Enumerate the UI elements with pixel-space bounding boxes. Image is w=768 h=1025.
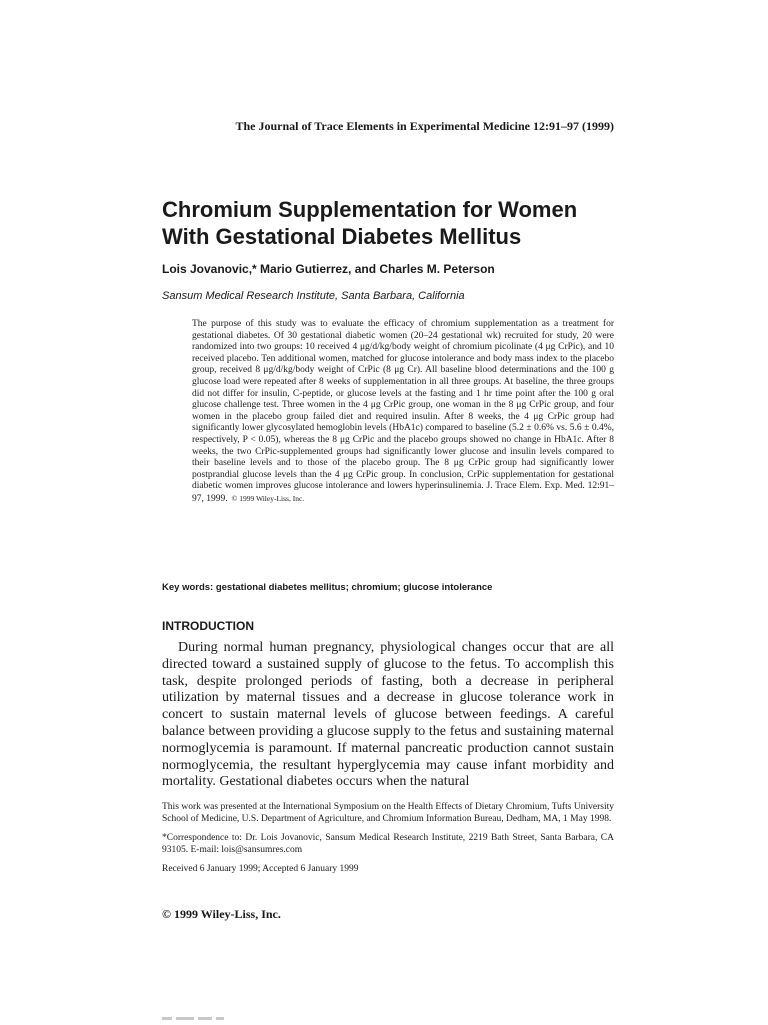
abstract-copyright-note: © 1999 Wiley-Liss, Inc. <box>231 493 305 503</box>
abstract <box>192 319 614 506</box>
copyright-notice: © 1999 Wiley-Liss, Inc. <box>162 907 281 921</box>
footnotes <box>162 801 614 875</box>
abstract-text: The purpose of this study was to evaluate the efficacy of chromium supplementation as a treatment for gestational diabetes. Of 30 gestational diabetic women (20–24 gestational wk) recruited for study, 20 were randomized into two groups: 10 received 4 μg/d/kg/body weight of chromium picolinate (4 μg CrPic), and 10 received placebo. Ten additional women, matched for glucose intolerance and body mass index to the placebo group, received 8 μg/d/kg/body weight of CrPic (8 μg Cr). All baseline blood determinations and the 100 g glucose load were repeated after 8 weeks of supplementation in all three groups. At baseline, the three groups did not differ for insulin, C-peptide, or glucose levels at the fasting and 1 hr time point after the 100 g oral glucose challenge test. Three women in the 4 μg CrPic group, one woman in the 8 μg CrPic group, and four women in the placebo group failed diet and required insulin. After 8 weeks, the 4 μg CrPic group had significantly lower glycosylated hemoglobin levels (HbA1c) compared to baseline (5.2 ± 0.6% vs. 5.6 ± 0.4%, respectively, P < 0.05), whereas the 8 μg CrPic and the placebo groups showed no change in HbA1c. After 8 weeks, the two CrPic-supplemented groups had significantly lower glucose and insulin levels compared to their baseline levels and to those of the placebo group. The 8 μg CrPic group had significantly lower postprandial glucose levels than the 4 μg CrPic group. In conclusion, CrPic supplementation for gestational diabetic women improves glucose intolerance and lowers hyperinsulinemia. J. Trace Elem. Exp. Med. 12:91–97, 1999. <box>192 319 614 504</box>
paper-title-line: With Gestational Diabetes Mellitus <box>162 224 522 249</box>
journal-citation: The Journal of Trace Elements in Experimental Medicine 12:91–97 (1999) <box>235 119 614 133</box>
author-list: Lois Jovanovic,* Mario Gutierrez, and Charles M. Peterson <box>162 262 495 276</box>
paper-title-line: Chromium Supplementation for Women <box>162 197 578 222</box>
keywords: Key words: gestational diabetes mellitus; chromium; glucose intolerance <box>162 582 493 593</box>
footnote-received-dates: Received 6 January 1999; Accepted 6 January 1999 <box>162 864 359 874</box>
footnote-presented: This work was presented at the International Symposium on the Health Effects of Dietary Chromium, Tufts University School of Medicine, U.S. Department of Agriculture, and Chromium Information Bureau, Dedham, MA, 1 May 1998. <box>162 802 614 824</box>
section-heading-introduction: INTRODUCTION <box>162 619 254 633</box>
footnote-correspondence: *Correspondence to: Dr. Lois Jovanovic, Sansum Medical Research Institute, 2219 Bath Street, Santa Barbara, CA 93105. E-mail: lois@sansumres.com <box>162 833 614 855</box>
author-affiliation: Sansum Medical Research Institute, Santa Barbara, California <box>162 290 465 302</box>
paper-title <box>162 196 642 250</box>
introduction-paragraph: During normal human pregnancy, physiological changes occur that are all directed toward a sustained supply of glucose to the fetus. To accomplish this task, despite prolonged periods of fasting, both a decrease in peripheral utilization by maternal tissues and a decrease in glucose tolerance work in concert to sustain maternal levels of glucose between feedings. A careful balance between providing a glucose supply to the fetus and sustaining maternal normoglycemia is paramount. If maternal pancreatic production cannot sustain normoglycemia, the resultant hyperglycemia may cause infant morbidity and mortality. Gestational diabetes occurs when the natural <box>162 640 614 790</box>
